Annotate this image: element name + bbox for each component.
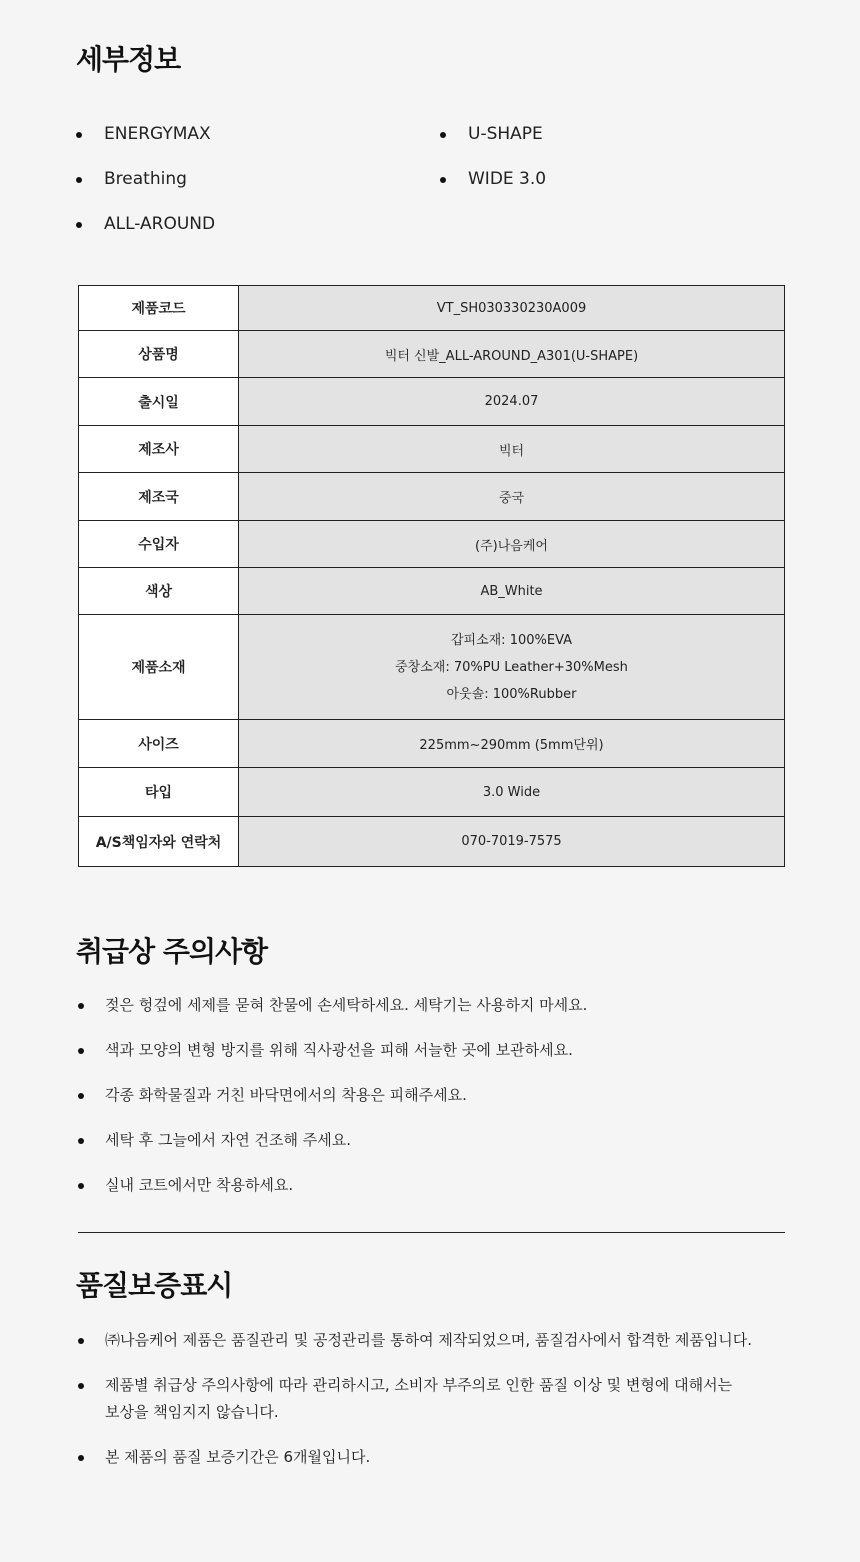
- feature-item: [104, 214, 215, 234]
- table-row: [79, 286, 785, 331]
- bullet-icon: [78, 1183, 84, 1189]
- warranty-text: ㈜나음케어 제품은 품질관리 및 공정관리를 통하여 제작되었으며, 품질검사에서 합격한 제품입니다.: [105, 1331, 753, 1349]
- spec-label: 색상: [79, 568, 239, 615]
- spec-label: 사이즈: [79, 720, 239, 768]
- spec-label: 제조국: [79, 473, 239, 521]
- material-line: 중창소재: 70%PU Leather+30%Mesh: [395, 659, 628, 675]
- bullet-icon: [76, 132, 82, 138]
- care-item: [105, 1037, 573, 1064]
- bullet-icon: [440, 132, 446, 138]
- spec-value: 2024.07: [239, 378, 785, 426]
- material-line: 갑피소재: 100%EVA: [450, 632, 573, 648]
- feature-label: ALL-AROUND: [104, 214, 216, 234]
- warranty-item: [105, 1444, 370, 1471]
- warranty-item: [105, 1372, 732, 1426]
- spec-label: 수입자: [79, 521, 239, 568]
- bullet-icon: [76, 177, 82, 183]
- care-text: 각종 화학물질과 거친 바닥면에서의 착용은 피해주세요.: [105, 1086, 467, 1104]
- care-text: 젖은 헝겊에 세제를 묻혀 찬물에 손세탁하세요. 세탁기는 사용하지 마세요.: [105, 996, 588, 1014]
- bullet-icon: [78, 1048, 84, 1054]
- spec-value-multiline: [239, 615, 785, 720]
- table-row: [79, 568, 785, 615]
- spec-value: AB_White: [239, 568, 785, 615]
- spec-value: 빅터: [239, 426, 785, 473]
- section-divider: [78, 1232, 785, 1233]
- bullet-icon: [78, 1383, 84, 1389]
- feature-label: Breathing: [104, 169, 187, 189]
- care-heading: 취급상 주의사항: [76, 935, 268, 968]
- bullet-icon: [78, 1138, 84, 1144]
- warranty-text: 본 제품의 품질 보증기간은 6개월입니다.: [105, 1448, 371, 1466]
- feature-label: ENERGYMAX: [104, 124, 211, 144]
- feature-item: [104, 124, 211, 144]
- table-row: [79, 331, 785, 378]
- warranty-text-continued: 보상을 책임지지 않습니다.: [105, 1403, 279, 1421]
- spec-value: VT_SH030330230A009: [239, 286, 785, 331]
- feature-item: [104, 169, 187, 189]
- spec-value: 중국: [239, 473, 785, 521]
- care-text: 실내 코트에서만 착용하세요.: [105, 1176, 294, 1194]
- bullet-icon: [78, 1455, 84, 1461]
- bullet-icon: [440, 177, 446, 183]
- table-row: [79, 720, 785, 768]
- table-row: [79, 473, 785, 521]
- spec-label: 제조사: [79, 426, 239, 473]
- spec-label: 출시일: [79, 378, 239, 426]
- spec-label: 제품코드: [79, 286, 239, 331]
- table-row: [79, 615, 785, 720]
- bullet-icon: [78, 1338, 84, 1344]
- spec-value: (주)나음케어: [239, 521, 785, 568]
- table-row: [79, 817, 785, 867]
- feature-item: [468, 124, 543, 144]
- spec-label: 제품소재: [79, 615, 239, 720]
- bullet-icon: [76, 222, 82, 228]
- warranty-heading: 품질보증표시: [76, 1269, 233, 1302]
- spec-table: [78, 285, 785, 867]
- bullet-icon: [78, 1093, 84, 1099]
- care-item: [105, 992, 587, 1019]
- spec-value: 070-7019-7575: [239, 817, 785, 867]
- warranty-text: 제품별 취급상 주의사항에 따라 관리하시고, 소비자 부주의로 인한 품질 이상 및 변형에 대해서는: [105, 1376, 733, 1394]
- warranty-item: [105, 1327, 752, 1354]
- table-row: [79, 768, 785, 817]
- care-text: 색과 모양의 변형 방지를 위해 직사광선을 피해 서늘한 곳에 보관하세요.: [105, 1041, 573, 1059]
- spec-value: 225mm~290mm (5mm단위): [239, 720, 785, 768]
- material-line: 아웃솔: 100%Rubber: [446, 686, 577, 702]
- bullet-icon: [78, 1003, 84, 1009]
- feature-label: U-SHAPE: [468, 124, 543, 144]
- care-item: [105, 1082, 467, 1109]
- table-row: [79, 521, 785, 568]
- spec-label: 상품명: [79, 331, 239, 378]
- spec-label: 타입: [79, 768, 239, 817]
- table-row: [79, 426, 785, 473]
- details-heading: 세부정보: [76, 43, 181, 76]
- care-item: [105, 1127, 351, 1154]
- care-item: [105, 1172, 293, 1199]
- care-text: 세탁 후 그늘에서 자연 건조해 주세요.: [105, 1131, 351, 1149]
- table-row: [79, 378, 785, 426]
- feature-label: WIDE 3.0: [468, 169, 547, 189]
- spec-label: A/S책임자와 연락처: [79, 817, 239, 867]
- spec-value: 3.0 Wide: [239, 768, 785, 817]
- spec-value: 빅터 신발_ALL-AROUND_A301(U-SHAPE): [239, 331, 785, 378]
- feature-item: [468, 169, 546, 189]
